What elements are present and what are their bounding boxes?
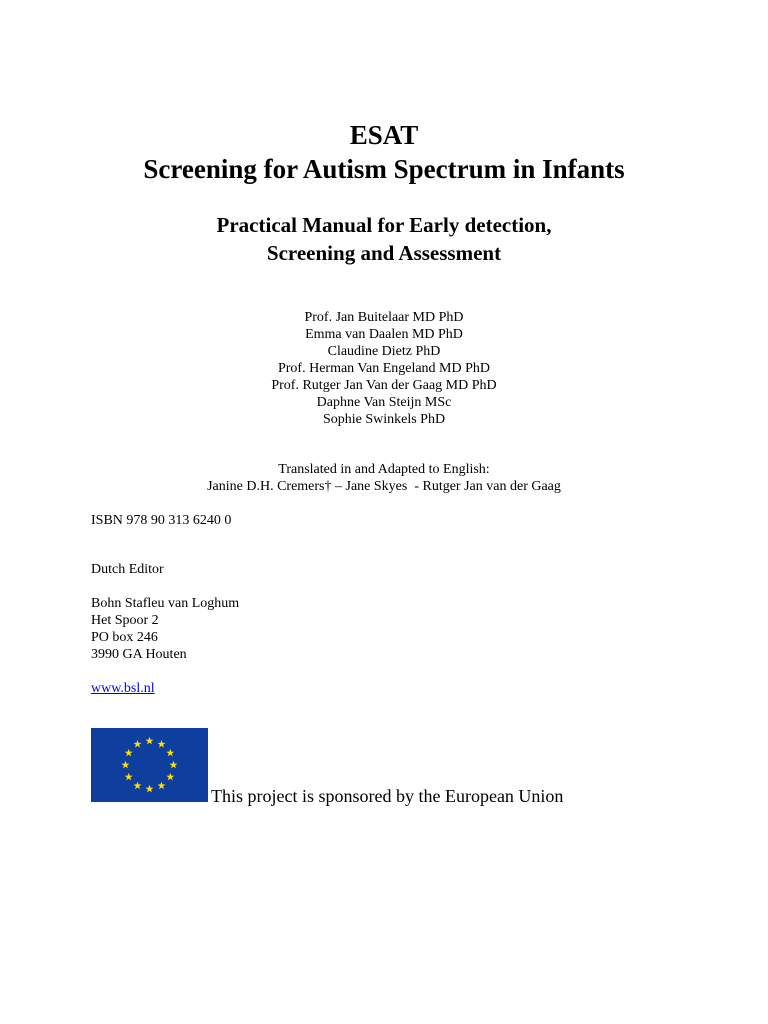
- subtitle-line-1: Practical Manual for Early detection,: [216, 213, 552, 237]
- subtitle-line-2: Screening and Assessment: [266, 241, 502, 265]
- author-item: Daphne Van Steijn MSc: [316, 395, 452, 410]
- translator-names: Janine D.H. Cremers† – Jane Skyes - Rutger Jan van der Gaag: [207, 479, 561, 494]
- document-subtitle: [0, 211, 768, 267]
- translation-label: Translated in and Adapted to English:: [278, 462, 490, 477]
- eu-star-icon: [158, 782, 166, 790]
- eu-star-icon: [134, 782, 142, 790]
- translation-credits: [0, 461, 768, 495]
- address-line: PO box 246: [91, 630, 158, 645]
- title-acronym: ESAT: [349, 120, 419, 150]
- isbn-text: ISBN 978 90 313 6240 0: [91, 513, 232, 528]
- address-line: 3990 GA Houten: [91, 647, 187, 662]
- author-list: [0, 309, 768, 428]
- publisher-address: [91, 595, 239, 663]
- eu-flag-icon: [91, 728, 208, 802]
- eu-star-icon: [166, 773, 174, 781]
- website-link[interactable]: www.bsl.nl: [91, 681, 155, 696]
- title-full: Screening for Autism Spectrum in Infants: [143, 154, 625, 184]
- author-item: Prof. Herman Van Engeland MD PhD: [277, 361, 491, 376]
- document-title: [0, 118, 768, 186]
- eu-star-icon: [125, 773, 133, 781]
- sponsor-text: This project is sponsored by the European Union: [211, 786, 564, 806]
- website-container: [91, 680, 155, 697]
- eu-star-icon: [158, 740, 166, 748]
- author-item: Claudine Dietz PhD: [327, 344, 441, 359]
- author-item: Prof. Jan Buitelaar MD PhD: [304, 310, 464, 325]
- eu-star-icon: [166, 749, 174, 757]
- eu-star-icon: [122, 761, 130, 769]
- author-item: Prof. Rutger Jan Van der Gaag MD PhD: [271, 378, 497, 393]
- eu-star-icon: [146, 785, 154, 793]
- eu-star-icon: [170, 761, 178, 769]
- author-item: Emma van Daalen MD PhD: [305, 327, 463, 342]
- editor-label: Dutch Editor: [91, 562, 164, 577]
- address-line: Het Spoor 2: [91, 613, 159, 628]
- author-item: Sophie Swinkels PhD: [322, 412, 446, 427]
- eu-star-icon: [134, 740, 142, 748]
- address-line: Bohn Stafleu van Loghum: [91, 596, 240, 611]
- eu-star-icon: [146, 737, 154, 745]
- eu-flag-stars: [91, 728, 208, 802]
- eu-star-icon: [125, 749, 133, 757]
